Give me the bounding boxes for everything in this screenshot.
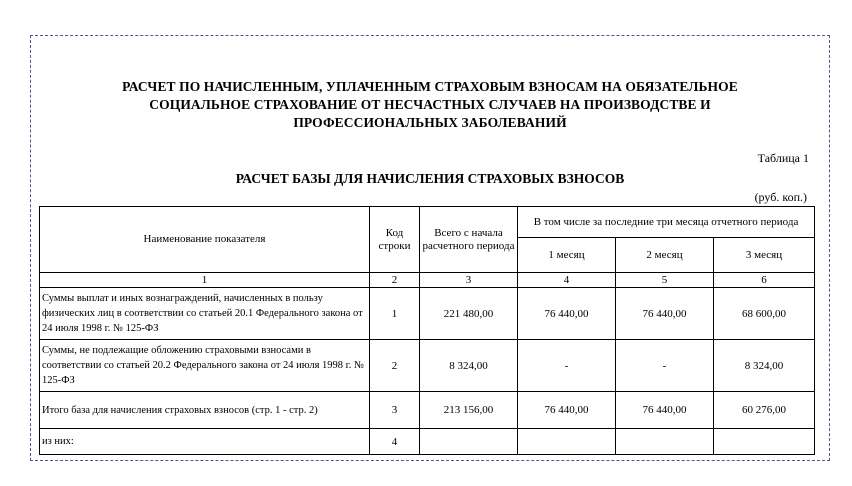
row-month-1: 76 440,00 — [518, 288, 616, 340]
row-code: 3 — [370, 392, 420, 429]
row-total: 8 324,00 — [420, 340, 518, 392]
row-month-2 — [616, 429, 714, 455]
row-month-3: 68 600,00 — [714, 288, 815, 340]
header-month-2: 2 месяц — [616, 238, 714, 273]
row-month-3: 8 324,00 — [714, 340, 815, 392]
row-code: 2 — [370, 340, 420, 392]
document-title — [39, 78, 821, 132]
row-name: из них: — [40, 429, 370, 455]
header-code: Код строки — [370, 207, 420, 273]
row-month-3: 60 276,00 — [714, 392, 815, 429]
header-month-1: 1 месяц — [518, 238, 616, 273]
row-month-2: - — [616, 340, 714, 392]
row-month-1 — [518, 429, 616, 455]
column-number: 2 — [370, 273, 420, 288]
column-number: 1 — [40, 273, 370, 288]
table-row — [40, 392, 815, 429]
document-frame — [30, 35, 830, 461]
header-name: Наименование показателя — [40, 207, 370, 273]
row-name: Суммы выплат и иных вознаграждений, начисленных в пользу физических лиц в соответствии со статьей 20.1 Федерального закона от 24 июля 1998 г. № 125-ФЗ — [40, 288, 370, 340]
table-number: Таблица 1 — [757, 151, 809, 165]
column-number: 4 — [518, 273, 616, 288]
row-month-2: 76 440,00 — [616, 392, 714, 429]
calculation-table — [39, 206, 815, 455]
title-line-1: РАСЧЕТ ПО НАЧИСЛЕННЫМ, УПЛАЧЕННЫМ СТРАХОВЫМ ВЗНОСАМ НА ОБЯЗАТЕЛЬНОЕ — [122, 79, 738, 94]
row-month-1: 76 440,00 — [518, 392, 616, 429]
row-month-3 — [714, 429, 815, 455]
table-row — [40, 340, 815, 392]
document-page — [39, 36, 821, 461]
row-name: Суммы, не подлежащие обложению страховыми взносами в соответствии со статьей 20.2 Федерального закона от 24 июля 1998 г. № 125-ФЗ — [40, 340, 370, 392]
row-total: 213 156,00 — [420, 392, 518, 429]
header-month-3: 3 месяц — [714, 238, 815, 273]
row-total — [420, 429, 518, 455]
header-total: Всего с начала расчетного периода — [420, 207, 518, 273]
row-code: 1 — [370, 288, 420, 340]
table-title: РАСЧЕТ БАЗЫ ДЛЯ НАЧИСЛЕНИЯ СТРАХОВЫХ ВЗНОСОВ — [235, 171, 625, 186]
row-name: Итого база для начисления страховых взносов (стр. 1 - стр. 2) — [40, 392, 370, 429]
row-month-1: - — [518, 340, 616, 392]
column-number-row — [40, 273, 815, 288]
header-last-three-months: В том числе за последние три месяца отчетного периода — [518, 207, 815, 238]
table-row — [40, 429, 815, 455]
column-number: 3 — [420, 273, 518, 288]
unit-label: (руб. коп.) — [754, 190, 807, 204]
header-row — [40, 207, 815, 238]
row-total: 221 480,00 — [420, 288, 518, 340]
row-code: 4 — [370, 429, 420, 455]
row-month-2: 76 440,00 — [616, 288, 714, 340]
column-number: 6 — [714, 273, 815, 288]
title-line-2: СОЦИАЛЬНОЕ СТРАХОВАНИЕ ОТ НЕСЧАСТНЫХ СЛУЧАЕВ НА ПРОИЗВОДСТВЕ И — [149, 97, 711, 112]
column-number: 5 — [616, 273, 714, 288]
title-line-3: ПРОФЕССИОНАЛЬНЫХ ЗАБОЛЕВАНИЙ — [293, 115, 567, 130]
table-row — [40, 288, 815, 340]
